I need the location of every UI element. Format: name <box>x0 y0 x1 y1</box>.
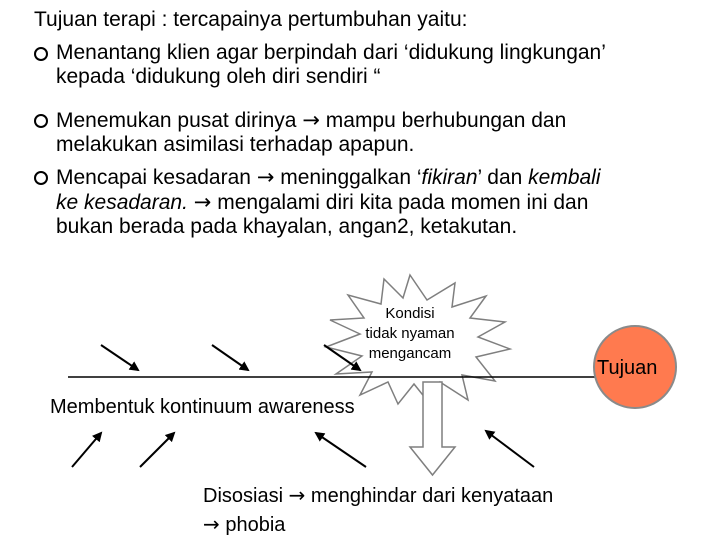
bullet-fragment: Menemukan pusat dirinya <box>56 109 297 132</box>
diagonal-arrow <box>316 433 366 467</box>
bullet-line: melakukan asimilasi terhadap apapun. <box>56 133 415 156</box>
tujuan-label: Tujuan <box>597 357 658 379</box>
disosiasi-line <box>203 510 553 539</box>
diagonal-arrow <box>140 433 174 467</box>
bullet-line: kepada ‘didukung oleh diri sendiri “ <box>56 65 381 88</box>
kondisi-line: tidak nyaman <box>365 325 455 342</box>
disosiasi-fragment: menghindar dari kenyataan <box>310 485 554 507</box>
kondisi-label <box>335 304 485 364</box>
right-arrow-icon: → <box>203 512 220 536</box>
bullet-fragment: mampu berhubungan dan <box>325 109 567 132</box>
disosiasi-label <box>203 481 553 539</box>
slide-title: Tujuan terapi : tercapainya pertumbuhan yaitu: <box>34 8 468 31</box>
kondisi-line: Kondisi <box>385 305 435 322</box>
diagonal-arrow <box>486 431 534 467</box>
kondisi-line: mengancam <box>368 345 452 362</box>
down-block-arrow <box>410 382 455 475</box>
bullet-line: Menantang klien agar berpindah dari ‘didukung lingkungan’ <box>56 41 606 64</box>
right-arrow-icon: → <box>256 165 275 189</box>
disosiasi-line <box>203 481 553 510</box>
diagonal-arrow <box>72 433 101 467</box>
bullet-line: bukan berada pada khayalan, angan2, ketakutan. <box>56 215 518 238</box>
kontinuum-label: Membentuk kontinuum awareness <box>50 396 355 418</box>
bullet-fragment: Mencapai kesadaran <box>56 166 251 189</box>
disosiasi-fragment: phobia <box>225 514 286 536</box>
diagonal-arrow <box>212 345 248 370</box>
right-arrow-icon: → <box>193 190 212 214</box>
right-arrow-icon: → <box>288 483 306 507</box>
bullet-fragment: ’ dan <box>477 166 529 189</box>
right-arrow-icon: → <box>302 108 320 132</box>
bullet-fragment: meninggalkan ‘ <box>274 166 422 189</box>
bullet-fragment-italic: kembali <box>528 166 601 189</box>
bullet-fragment: mengalami diri kita pada momen ini dan <box>217 191 589 214</box>
diagonal-arrow <box>101 345 138 370</box>
disosiasi-fragment: Disosiasi <box>203 485 284 507</box>
bullet-fragment-italic: ke kesadaran. <box>56 191 188 214</box>
bullet-fragment-italic: fikiran <box>421 166 478 189</box>
